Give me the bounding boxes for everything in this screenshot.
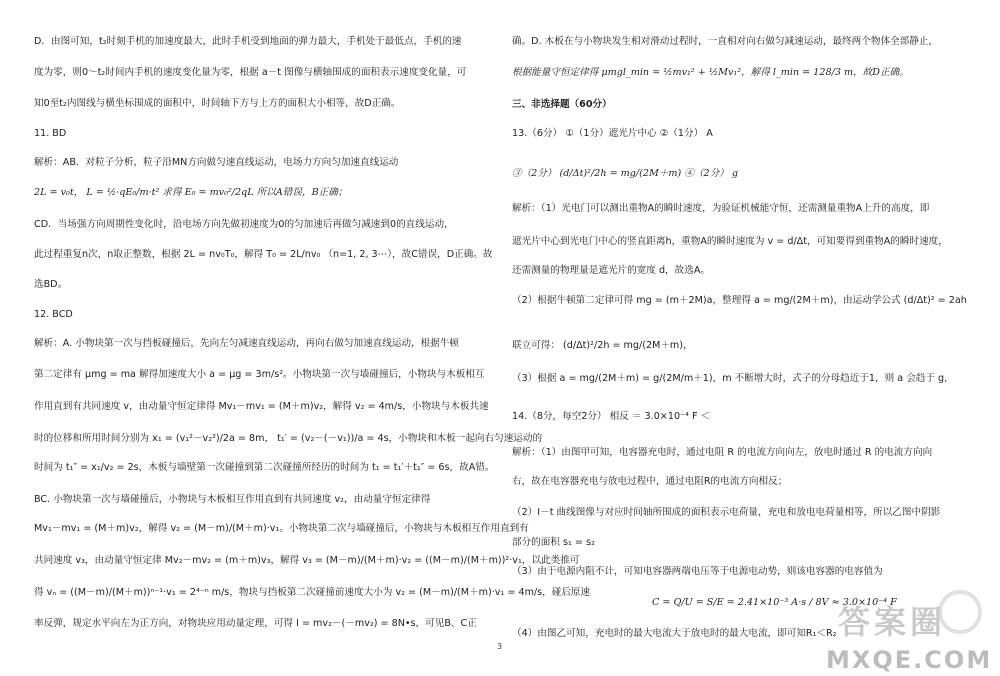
answer-line: 13.（6分） ①（1分）遮光片中心 ②（1分） A <box>512 128 713 139</box>
text-line: （4）由图乙可知，充电时的最大电流大于放电时的最大电流，即可知R₁＜R₂ <box>512 628 837 639</box>
text-line: 还需测量的物理量是遮光片的宽度 d，故选A。 <box>512 265 710 276</box>
text-line: 右，故在电容器充电与放电过程中，通过电阻R的电流方向相反； <box>512 476 788 487</box>
text-line: CD．当场强方向周期性变化时，沿电场方向先做初速度为0的匀加速后再做匀减速到0的直线运动， <box>34 219 454 230</box>
equation-line: （3）根据 a = mg/(2M＋m) = g/(2M/m＋1)，m 不断增大时，式子的分母趋近于1，则 a 会趋于 g， <box>512 373 954 384</box>
watermark-site: MXQE.COM <box>826 646 993 674</box>
text-line: 作用直到有共同速度 v，由动量守恒定律得 Mv₁－mv₁ = (M＋m)v₂，解得 v₂ = 4m/s，小物块与木板共速 <box>34 401 489 412</box>
text-line: 率反弹，规定水平向左为正方向，对物块应用动量定理，可得 I = mv₂－(－mv₂) = 8N•s，可见B、C正 <box>34 618 477 629</box>
text-line: 解析：（1）由图甲可知，电容器充电时，通过电阻 R 的电流方向向左，放电时通过 R 的电流方向向 <box>512 447 933 458</box>
equation-line: （2）根据牛顿第二定律可得 mg = (m＋2M)a，整理得 a = mg/(2M＋m)，由运动学公式 (d/Δt)² = 2ah <box>512 295 967 306</box>
text-line: 解析：A. 小物块第一次与挡板碰撞后，先向左匀减速直线运动，再向右做匀加速直线运动，根据牛顿 <box>34 338 460 349</box>
equation-line: 联立可得： (d/Δt)²/2h = mg/(2M＋m)， <box>512 340 693 351</box>
text-line: D．由图可知，t₂时刻手机的加速度最大，此时手机受到地面的弹力最大，手机处于最低点，手机的速 <box>34 36 462 47</box>
question-number: 12. BCD <box>34 309 73 320</box>
equation-line: 根据能量守恒定律得 μmgl_min = ½mv₁² + ½Mv₁²，解得 l_min = 128/3 m，故D正确。 <box>512 67 909 78</box>
answer-line: ③（2分） (d/Δt)²/2h = mg/(2M＋m) ④（2分） g <box>512 168 738 179</box>
text-line: 选BD。 <box>34 279 68 290</box>
text-line: 解析：（1）光电门可以测出重物A的瞬时速度，为验证机械能守恒，还需测量重物A上升的高度，即 <box>512 203 930 214</box>
text-line: 遮光片中心到光电门中心的竖直距离h，重物A的瞬时速度为 v = d/Δt，可知要得到重物A的瞬时速度， <box>512 236 948 247</box>
watermark-chinese: 答案圈 <box>838 603 947 641</box>
text-line: 此过程重复n次，n取正整数，根据 2L = nv₀T₀，解得 T₀ = 2L/nv₀ （n=1, 2, 3⋯），故C错误，D正确。故 <box>34 249 493 260</box>
text-line: （2）I－t 曲线图像与对应时间轴所围成的面积表示电荷量，充电和放电电荷量相等，所以乙图中阴影 <box>512 507 941 518</box>
equation-line: C = Q/U = S/E = 2.41×10⁻³ A·s / 8V ≈ 3.0×10⁻⁴ F <box>652 597 897 608</box>
text-line: 度为零，则0～t₂时间内手机的速度变化量为零，根据 a－t 图像与横轴围成的面积表示速度变化量，可 <box>34 67 467 78</box>
page-number: 3 <box>497 642 503 651</box>
equation-line: 得 vₙ = ((M－m)/(M＋m))ⁿ⁻¹·v₁ = 2⁴⁻ⁿ m/s，物块与挡板第二次碰撞前速度大小为 v₂ = (M－m)/(M＋m)·v₁ = 4m/s，碰后原速 <box>34 587 591 598</box>
text-line: 时的位移和所用时间分别为 x₁ = (v₁²－v₂²)/2a = 8m， t₁′ = (v₂－(－v₁))/a = 4s，小物块和木板一起向右匀速运动的 <box>34 433 543 444</box>
text-line: （3）由于电源内阻不计，可知电容器两端电压等于电源电动势，则该电容器的电容值为 <box>512 566 883 577</box>
equation-line: Mv₁－mv₁ = (M＋m)v₂，解得 v₂ = (M－m)/(M＋m)·v₁。小物块第二次与墙碰撞后，小物块与木板相互作用直到有 <box>34 523 529 534</box>
text-line: BC. 小物块第一次与墙碰撞后，小物块与木板相互作用直到有共同速度 v₂，由动量守恒定律得 <box>34 494 431 505</box>
text-line: 确。D. 木板在与小物块发生相对滑动过程时，一直相对向右做匀减速运动，最终两个物体全部静止， <box>512 36 939 47</box>
answer-line: 14.（8分，每空2分） 相反 ＝ 3.0×10⁻⁴ F ＜ <box>512 411 711 422</box>
text-line: 部分的面积 s₁ = s₂ <box>512 537 595 548</box>
equation-line: 2L = v₀t， L = ½·qE₀/m·t² 求得 E₀ = mv₀²/2qL 所以A错误，B正确； <box>34 187 348 198</box>
question-number: 11. BD <box>34 128 67 139</box>
section-heading: 三、非选择题（60分） <box>512 99 612 110</box>
equation-line: 共同速度 v₃，由动量守恒定律 Mv₂－mv₂ = (m＋m)v₃，解得 v₃ = (M－m)/(M＋m)·v₂ = ((M－m)/(M＋m))²·v₁，以此类推可 <box>34 555 580 566</box>
text-line: 知0至t₂内图线与横坐标围成的面积中，时间轴下方与上方的面积大小相等，故D正确。 <box>34 98 401 109</box>
text-line: 时间为 t₁″ = x₁/v₂ = 2s，木板与墙壁第一次碰撞到第二次碰撞所经历的时间为 t₁ = t₁′＋t₁″ = 6s，故A错。 <box>34 462 495 473</box>
text-line: 解析：AB．对粒子分析，粒子沿MN方向做匀速直线运动，电场力方向匀加速直线运动 <box>34 157 399 168</box>
text-line: 第二定律有 μmg = ma 解得加速度大小 a = μg = 3m/s²。小物块第一次与墙碰撞后，小物块与木板相互 <box>34 369 485 380</box>
